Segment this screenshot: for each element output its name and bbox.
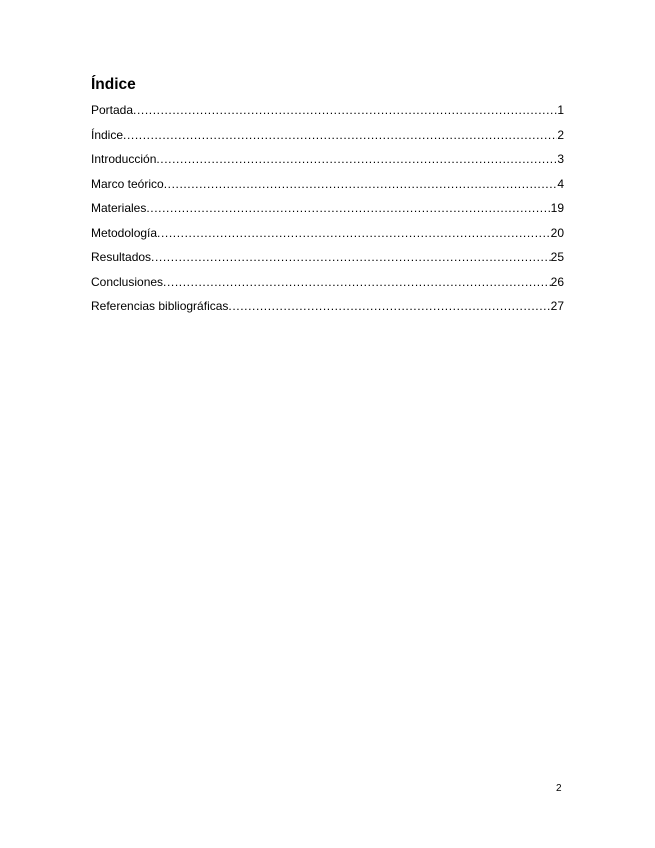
toc-entry-metodologia: [91, 224, 564, 249]
toc-entry-referencias: [91, 297, 564, 322]
toc-entry-label: Conclusiones: [91, 274, 164, 289]
toc-entry-conclusiones: [91, 273, 564, 298]
toc-entry-label: Resultados: [91, 250, 152, 264]
toc-entry-marco-teorico: [91, 175, 564, 200]
table-of-contents: [91, 101, 564, 322]
toc-dot-leader: [228, 297, 550, 315]
toc-entry-indice: [91, 126, 564, 151]
toc-entry-label: Materiales: [91, 201, 147, 215]
toc-entry-page: 27: [550, 299, 564, 313]
toc-entry-resultados: [91, 248, 564, 273]
toc-entry-label: Referencias bibliográficas: [91, 299, 229, 313]
toc-dot-leader: [123, 126, 557, 144]
toc-entry-label: Marco teórico: [91, 176, 164, 191]
toc-entry-portada: [91, 101, 564, 126]
toc-entry-introduccion: [91, 150, 564, 175]
toc-entry-page: 25: [550, 250, 564, 264]
toc-dot-leader: [151, 248, 551, 266]
toc-dot-leader: [156, 150, 557, 168]
toc-entry-materiales: [91, 199, 564, 224]
toc-entry-label: Metodología: [91, 225, 158, 240]
toc-dot-leader: [164, 175, 558, 193]
toc-dot-leader: [146, 199, 550, 217]
toc-heading: Índice: [91, 76, 136, 93]
toc-entry-page: 3: [557, 152, 564, 166]
page-number: 2: [556, 783, 562, 794]
toc-entry-page: 20: [550, 225, 564, 240]
toc-entry-page: 26: [550, 274, 564, 289]
toc-entry-page: 1: [557, 103, 564, 117]
toc-entry-page: 19: [550, 201, 564, 215]
toc-dot-leader: [163, 273, 551, 291]
toc-entry-label: Índice: [91, 127, 124, 142]
toc-entry-page: 4: [557, 176, 564, 191]
toc-entry-page: 2: [557, 127, 564, 142]
toc-entry-label: Portada: [91, 103, 134, 117]
toc-dot-leader: [157, 224, 551, 242]
toc-entry-label: Introducción: [91, 152, 157, 166]
toc-dot-leader: [133, 101, 557, 119]
